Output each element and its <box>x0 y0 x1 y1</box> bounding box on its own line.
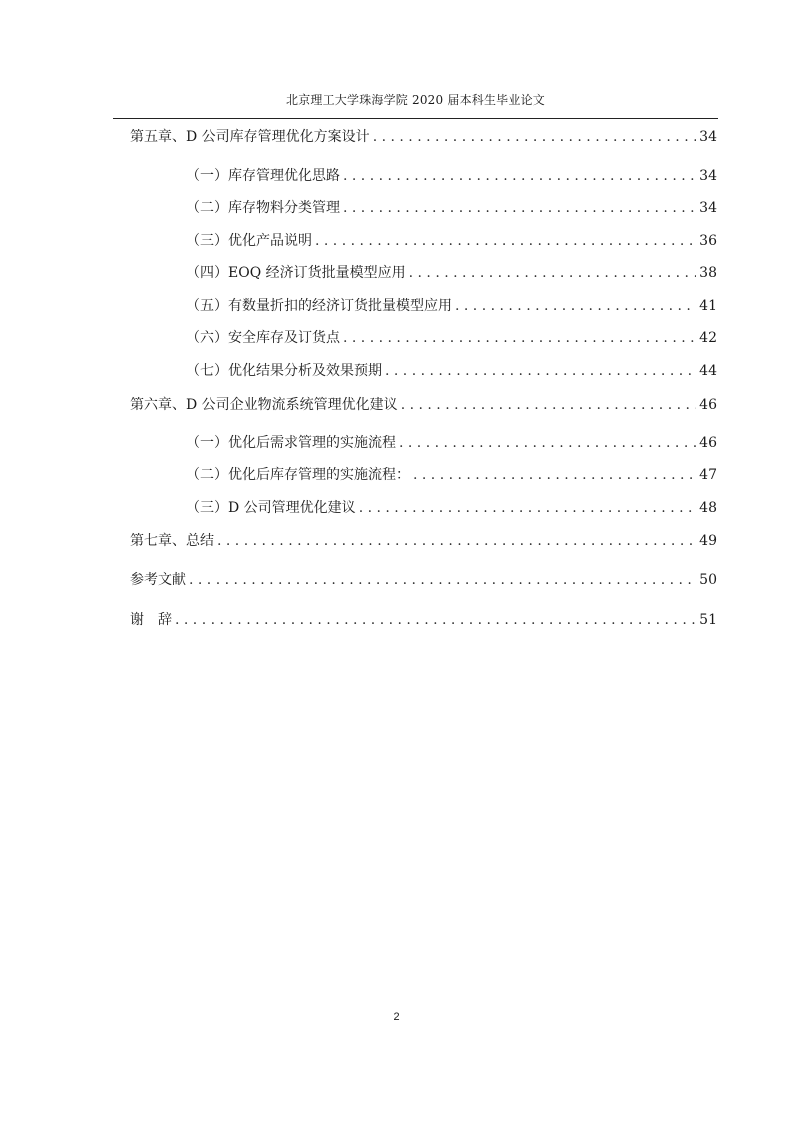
toc-entry-page: 38 <box>699 265 717 281</box>
toc-entry[interactable] <box>186 432 717 454</box>
toc-dot-leader <box>359 497 696 519</box>
toc-entry-title: 谢 辞 <box>130 612 172 628</box>
toc-dot-leader <box>413 464 696 486</box>
toc-entry[interactable] <box>186 497 717 519</box>
toc-entry-title: （二）优化后库存管理的实施流程： <box>186 467 410 483</box>
toc-entry-page: 51 <box>699 612 717 628</box>
toc-entry[interactable] <box>186 262 717 284</box>
toc-entry[interactable] <box>130 569 717 591</box>
toc-entry-title: （七）优化结果分析及效果预期 <box>186 363 382 379</box>
toc-entry-title: （一）库存管理优化思路 <box>186 168 340 184</box>
toc-entry-page: 49 <box>699 533 717 549</box>
page-header: 北京理工大学珠海学院 2020 届本科生毕业论文 <box>286 93 545 107</box>
toc-dot-leader <box>343 165 696 187</box>
toc-entry-title: 参考文献 <box>130 572 186 588</box>
toc-dot-leader <box>343 327 696 349</box>
toc-entry[interactable] <box>130 609 717 631</box>
toc-entry-page: 50 <box>699 572 717 588</box>
toc-entry-page: 46 <box>699 435 717 451</box>
toc-dot-leader <box>189 569 696 591</box>
toc-entry-title: 第七章、总结 <box>130 533 214 549</box>
toc-dot-leader <box>385 360 696 382</box>
toc-entry[interactable] <box>186 464 717 486</box>
toc-entry[interactable] <box>186 165 717 187</box>
toc-entry-page: 42 <box>699 330 717 346</box>
toc-entry-title: （三）优化产品说明 <box>186 233 312 249</box>
toc-dot-leader <box>455 295 696 317</box>
toc-entry-title: （四）EOQ 经济订货批量模型应用 <box>186 265 406 281</box>
toc-entry[interactable] <box>186 295 717 317</box>
toc-entry-page: 34 <box>699 168 717 184</box>
toc-entry-title: （三）D 公司管理优化建议 <box>186 500 356 516</box>
toc-entry-page: 48 <box>699 500 717 516</box>
toc-dot-leader <box>315 230 696 252</box>
toc-entry-page: 47 <box>699 467 717 483</box>
toc-dot-leader <box>399 432 696 454</box>
toc-entry-page: 36 <box>699 233 717 249</box>
toc-dot-leader <box>217 530 696 552</box>
toc-dot-leader <box>373 126 696 148</box>
toc-entry-page: 34 <box>699 200 717 216</box>
toc-entry[interactable] <box>186 327 717 349</box>
toc-entry[interactable] <box>130 126 717 148</box>
toc-entry-page: 34 <box>699 129 717 145</box>
toc-entry-title: 第六章、D 公司企业物流系统管理优化建议 <box>130 397 398 413</box>
toc-dot-leader <box>175 609 696 631</box>
toc-entry-title: （二）库存物料分类管理 <box>186 200 340 216</box>
toc-entry[interactable] <box>130 394 717 416</box>
toc-entry-title: （六）安全库存及订货点 <box>186 330 340 346</box>
page-number: 2 <box>393 1011 400 1023</box>
toc-dot-leader <box>409 262 696 284</box>
toc-entry-page: 41 <box>699 298 717 314</box>
toc-entry-page: 46 <box>699 397 717 413</box>
toc-dot-leader <box>343 197 696 219</box>
toc-entry-title: （五）有数量折扣的经济订货批量模型应用 <box>186 298 452 314</box>
toc-entry-page: 44 <box>699 363 717 379</box>
toc-dot-leader <box>401 394 696 416</box>
toc-entry[interactable] <box>186 197 717 219</box>
toc-entry[interactable] <box>186 360 717 382</box>
toc-entry[interactable] <box>186 230 717 252</box>
toc-entry-title: （一）优化后需求管理的实施流程 <box>186 435 396 451</box>
toc-entry-title: 第五章、D 公司库存管理优化方案设计 <box>130 129 370 145</box>
toc-entry[interactable] <box>130 530 717 552</box>
